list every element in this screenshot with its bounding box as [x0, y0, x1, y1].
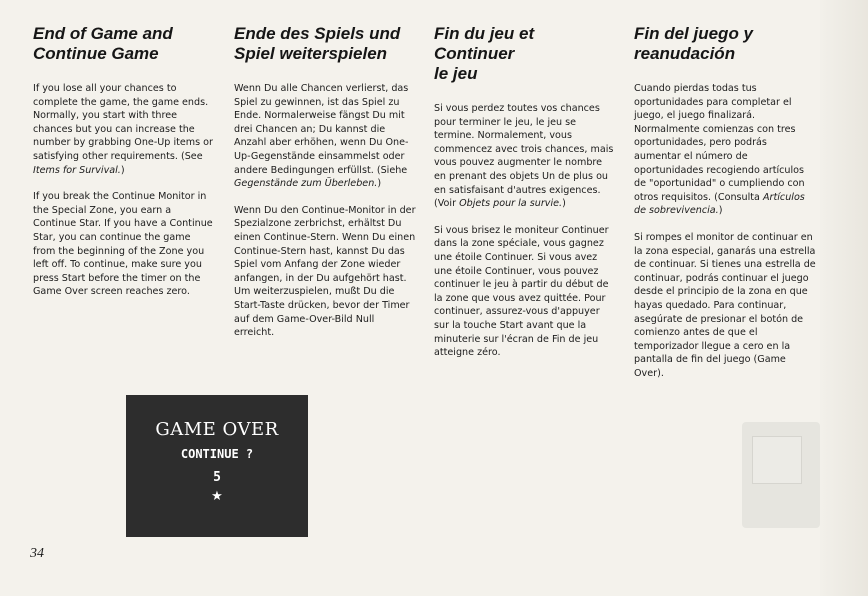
page-edge-shadow — [820, 0, 868, 596]
paragraph-text: Cuando pierdas todas tus oportunidades para completar el juego, el juego finalizará. Normalmente comienzas con tres oportunidades, pero podrás aumentar el número de oportunidades recogiendo artículos de "oportunidad" o cumpliendo con otros requisitos. (Consulta — [634, 83, 805, 203]
bleed-through-figure-inner — [752, 436, 802, 484]
paragraph-2: Si rompes el monitor de continuar en la zona especial, ganarás una estrella de continuar. Si tienes una estrella de continuar, podrás continuar el juego desde el principio de la zona en que hayas quedado. Para continuar, asegúrate de presionar el botón de comienzo antes de que el temporizador llegue a cero en la pantalla de fin del juego (Game Over). — [634, 231, 816, 379]
heading-line-2: le jeu — [434, 64, 478, 83]
paragraph-2: Wenn Du den Continue-Monitor in der Spezialzone zerbrichst, erhältst Du einen Continue-Stern. Wenn Du einen Continue-Stern hast, kannst Du das Spiel vom Anfang der Zone wieder anfangen, in der Du aufgehört hast. Um weiterzuspielen, mußt Du die Start-Taste drücken, bevor der Timer auf dem Game-Over-Bild Null erreicht. — [234, 204, 416, 339]
paragraph-2: Si vous brisez le moniteur Continuer dans la zone spéciale, vous gagnez une étoile Continuer. Si vous avez une étoile Continuer, vous pouvez continuer le jeu à partir du début de la zone que vous avez quittée. Pour continuer, assurez-vous d'appuyer sur la touche Start avant que la minuterie sur l'écran de Fin de jeu atteigne zéro. — [434, 224, 609, 359]
reference-text: Objets pour la survie. — [459, 198, 563, 210]
paragraph-end: ) — [377, 178, 382, 190]
heading-german — [234, 24, 416, 64]
heading-line-1: Fin del juego y — [634, 24, 754, 43]
continue-timer: 5 — [213, 470, 221, 485]
continue-prompt: CONTINUE ? — [180, 447, 254, 461]
reference-text: Artículos de sobrevivencia. — [634, 191, 805, 217]
paragraph-1 — [234, 82, 416, 191]
paragraph-1 — [33, 82, 215, 177]
game-over-screenshot — [126, 395, 308, 537]
column-french — [434, 24, 616, 373]
heading-line-1: Fin du jeu et Continuer — [434, 24, 535, 63]
heading-line-2: Spiel weiterspielen — [234, 44, 388, 63]
paragraph-text: Si vous perdez toutes vos chances pour terminer le jeu, le jeu se termine. Normalement, vous commencez avec trois chances, mais vous pouvez augmenter le nombre en prenant des objets Un de plus ou en satisfaisant d'autres exigences. (Voir — [434, 103, 614, 210]
heading-french — [434, 24, 616, 84]
paragraph-text: If you lose all your chances to complete the game, the game ends. Normally, you start with three chances but you can increase the number by grabbing One-Up items or satisfying other requirements. (See — [33, 83, 213, 162]
column-german — [234, 24, 416, 353]
heading-line-1: Ende des Spiels und — [234, 24, 401, 43]
game-over-title: GAME OVER — [155, 419, 279, 440]
paragraph-1 — [434, 102, 616, 211]
paragraph-1 — [634, 82, 816, 218]
paragraph-text: Wenn Du alle Chancen verlierst, das Spiel zu gewinnen, ist das Spiel zu Ende. Normalerweise fängst Du mit drei Chancen an; Du kannst die Anzahl aber erhöhen, wenn Du One-Up-Gegenstände einsammelst oder andere Bedingungen erfüllst. (Siehe — [234, 83, 409, 176]
paragraph-2: If you break the Continue Monitor in the Special Zone, you earn a Continue Star. If you have a Continue Star, you can continue the game from the beginning of the Zone you left off. To continue, make sure you press Start before the timer on the Game Over screen reaches zero. — [33, 191, 213, 298]
paragraph-end: ) — [718, 205, 723, 217]
reference-text: Gegenstände zum Überleben. — [234, 178, 378, 190]
column-english — [33, 24, 215, 312]
heading-line-2: reanudación — [634, 44, 736, 63]
heading-line-2: Continue Game — [33, 44, 159, 63]
heading-line-1: End of Game and — [33, 24, 173, 43]
paragraph-end: ) — [120, 164, 125, 176]
page-number: 34 — [30, 546, 44, 561]
column-spanish — [634, 24, 816, 393]
heading-english — [33, 24, 215, 64]
heading-spanish — [634, 24, 816, 64]
continue-star-icon: ★ — [211, 489, 223, 504]
reference-text: Items for Survival. — [33, 164, 121, 176]
paragraph-end: ) — [562, 198, 566, 210]
